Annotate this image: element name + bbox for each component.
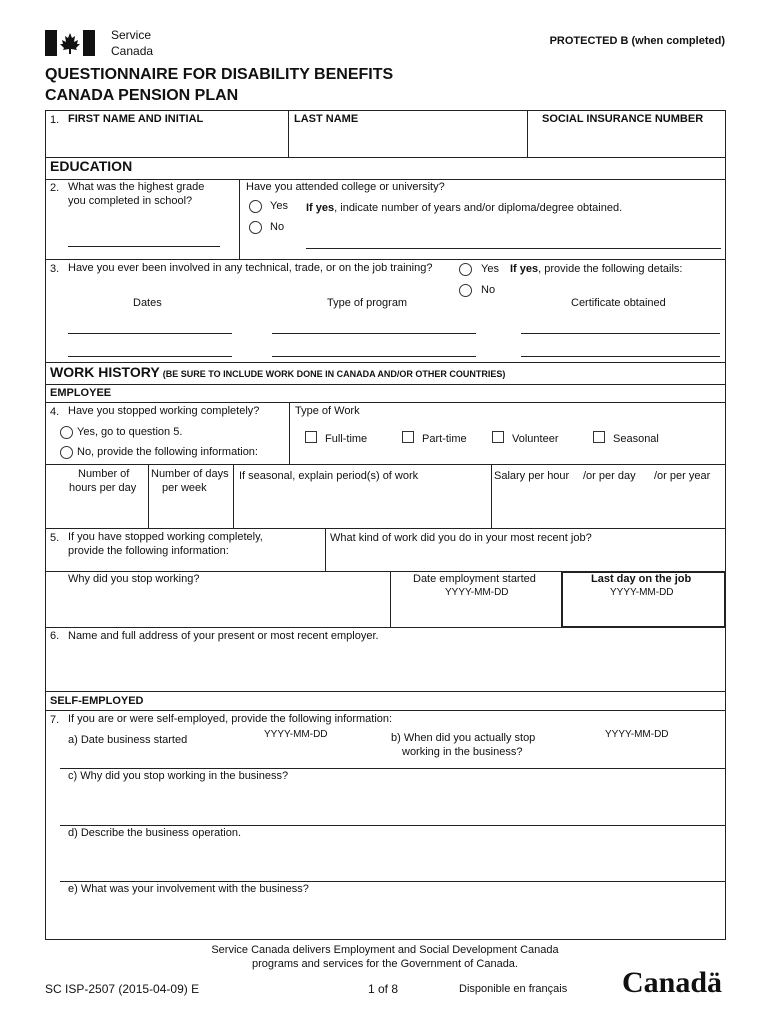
sin-label: SOCIAL INSURANCE NUMBER xyxy=(542,113,704,125)
business-stopped-input[interactable] xyxy=(560,742,725,766)
education-heading: EDUCATION xyxy=(50,158,133,174)
college-if-yes xyxy=(306,202,622,214)
employee-heading: EMPLOYEE xyxy=(50,387,112,399)
part-time-label: Part-time xyxy=(422,433,467,445)
french-availability: Disponible en français xyxy=(459,983,568,995)
last-day-label: Last day on the job xyxy=(591,573,692,585)
full-time-label: Full-time xyxy=(325,433,368,445)
seasonal-label: Seasonal xyxy=(613,433,659,445)
salary-per-hour-label: Salary per hour xyxy=(494,470,570,482)
seasonal-period-input[interactable] xyxy=(234,484,490,527)
training-if-yes-rest: , provide the following details: xyxy=(538,263,683,275)
college-yes-label: Yes xyxy=(270,200,288,212)
training-yes-radio[interactable] xyxy=(459,263,472,276)
seasonal-checkbox[interactable] xyxy=(593,431,605,443)
canada-wordmark: Canadä xyxy=(622,966,723,999)
type-of-work-label: Type of Work xyxy=(295,405,360,417)
training-program-input-1[interactable] xyxy=(272,333,476,334)
college-if-yes-bold: If yes xyxy=(306,202,335,214)
date-started-label: Date employment started xyxy=(413,573,536,585)
q7c-label: c) Why did you stop working in the business? xyxy=(68,770,289,782)
certificate-column-label: Certificate obtained xyxy=(571,297,666,309)
college-if-yes-rest: , indicate number of years and/or diploma/degree obtained. xyxy=(334,202,623,214)
college-yes-radio[interactable] xyxy=(249,200,262,213)
form-title-line2: CANADA PENSION PLAN xyxy=(45,87,239,104)
org-name-line1: Service xyxy=(111,28,152,42)
business-stop-reason-input[interactable] xyxy=(60,786,725,824)
hours-per-day-input[interactable] xyxy=(46,496,147,527)
q7e-label: e) What was your involvement with the business? xyxy=(68,883,309,895)
training-dates-input-2[interactable] xyxy=(68,356,232,357)
stopped-yes-label: Yes, go to question 5. xyxy=(77,426,183,438)
salary-per-day-label: /or per day xyxy=(583,470,636,482)
volunteer-label: Volunteer xyxy=(512,433,559,445)
stopped-no-radio[interactable] xyxy=(60,446,73,459)
form-title-line1: QUESTIONNAIRE FOR DISABILITY BENEFITS xyxy=(45,66,394,83)
q7-number: 7. xyxy=(50,714,60,726)
full-time-checkbox[interactable] xyxy=(305,431,317,443)
salary-input[interactable] xyxy=(492,484,725,527)
q4-number: 4. xyxy=(50,406,60,418)
why-stop-input[interactable] xyxy=(46,590,389,626)
footer-note-line2: programs and services for the Government of Canada. xyxy=(252,958,518,970)
q7d-label: d) Describe the business operation. xyxy=(68,827,242,839)
date-started-input[interactable] xyxy=(391,600,560,626)
page-number: 1 of 8 xyxy=(368,982,399,996)
q3-number: 3. xyxy=(50,263,60,275)
recent-job-question: What kind of work did you do in your most recent job? xyxy=(330,532,592,544)
business-started-input[interactable] xyxy=(200,742,380,766)
q5-question-line1: If you have stopped working completely, xyxy=(68,531,263,543)
work-history-heading-row xyxy=(50,364,505,380)
q2-number: 2. xyxy=(50,182,60,194)
training-dates-input-1[interactable] xyxy=(68,333,232,334)
q5-number: 5. xyxy=(50,532,60,544)
stopped-yes-radio[interactable] xyxy=(60,426,73,439)
training-yes-label: Yes xyxy=(481,263,499,275)
dates-column-label: Dates xyxy=(133,297,162,309)
employer-address-input[interactable] xyxy=(46,646,725,690)
training-if-yes xyxy=(510,263,682,275)
q6-number: 6. xyxy=(50,630,60,642)
first-name-label: FIRST NAME AND INITIAL xyxy=(68,113,204,125)
q3-question: Have you ever been involved in any technical, trade, or on the job training? xyxy=(68,262,433,274)
program-column-label: Type of program xyxy=(327,297,408,309)
training-if-yes-bold: If yes xyxy=(510,263,539,275)
business-involvement-input[interactable] xyxy=(60,899,725,939)
q7a-label: a) Date business started xyxy=(68,734,188,746)
training-program-input-2[interactable] xyxy=(272,356,476,357)
days-per-week-label-2: per week xyxy=(162,482,207,494)
business-operation-input[interactable] xyxy=(60,843,725,880)
q7b-label-line1: b) When did you actually stop xyxy=(391,732,536,744)
training-no-label: No xyxy=(481,284,496,296)
part-time-checkbox[interactable] xyxy=(402,431,414,443)
training-no-radio[interactable] xyxy=(459,284,472,297)
volunteer-checkbox[interactable] xyxy=(492,431,504,443)
q2-question-line1: What was the highest grade xyxy=(68,181,205,193)
q1-number: 1. xyxy=(50,114,60,126)
college-no-label: No xyxy=(270,221,285,233)
college-no-radio[interactable] xyxy=(249,221,262,234)
date-started-format: YYYY-MM-DD xyxy=(445,587,509,598)
college-question: Have you attended college or university? xyxy=(246,181,445,193)
sin-input[interactable] xyxy=(528,128,725,156)
q7-question: If you are or were self-employed, provide the following information: xyxy=(68,713,393,725)
training-certificate-input-1[interactable] xyxy=(521,333,720,334)
canada-flag-logo xyxy=(45,30,95,56)
q2-question-line2: you completed in school? xyxy=(68,195,193,207)
q7a-format: YYYY-MM-DD xyxy=(264,729,328,740)
form-id: SC ISP-2507 (2015-04-09) E xyxy=(45,982,200,996)
last-day-format: YYYY-MM-DD xyxy=(610,587,674,598)
recent-job-input[interactable] xyxy=(326,548,725,570)
seasonal-explain-label: If seasonal, explain period(s) of work xyxy=(239,470,419,482)
days-per-week-label-1: Number of days xyxy=(151,468,229,480)
first-name-input[interactable] xyxy=(46,128,287,156)
org-name-line2: Canada xyxy=(111,44,154,58)
q6-question: Name and full address of your present or most recent employer. xyxy=(68,630,379,642)
last-name-label: LAST NAME xyxy=(294,113,359,125)
work-history-heading: WORK HISTORY xyxy=(50,364,160,380)
q5-question-line2: provide the following information: xyxy=(68,545,229,557)
hours-per-day-label-1: Number of xyxy=(78,468,130,480)
q4-question: Have you stopped working completely? xyxy=(68,405,260,417)
self-employed-heading: SELF-EMPLOYED xyxy=(50,695,144,707)
highest-grade-input[interactable] xyxy=(68,246,220,247)
footer-note-line1: Service Canada delivers Employment and Social Development Canada xyxy=(211,944,559,956)
stopped-no-label: No, provide the following information: xyxy=(77,446,258,458)
q7b-label-line2: working in the business? xyxy=(402,746,523,758)
hours-per-day-label-2: hours per day xyxy=(69,482,137,494)
work-history-note: (BE SURE TO INCLUDE WORK DONE IN CANADA AND/OR OTHER COUNTRIES) xyxy=(162,369,506,379)
why-stop-label: Why did you stop working? xyxy=(68,573,200,585)
training-certificate-input-2[interactable] xyxy=(521,356,720,357)
last-name-input[interactable] xyxy=(289,128,526,156)
salary-per-year-label: /or per year xyxy=(654,470,711,482)
protected-label: PROTECTED B (when completed) xyxy=(549,35,725,47)
college-details-input[interactable] xyxy=(306,248,721,249)
q7b-format: YYYY-MM-DD xyxy=(605,729,669,740)
days-per-week-input[interactable] xyxy=(149,496,232,527)
